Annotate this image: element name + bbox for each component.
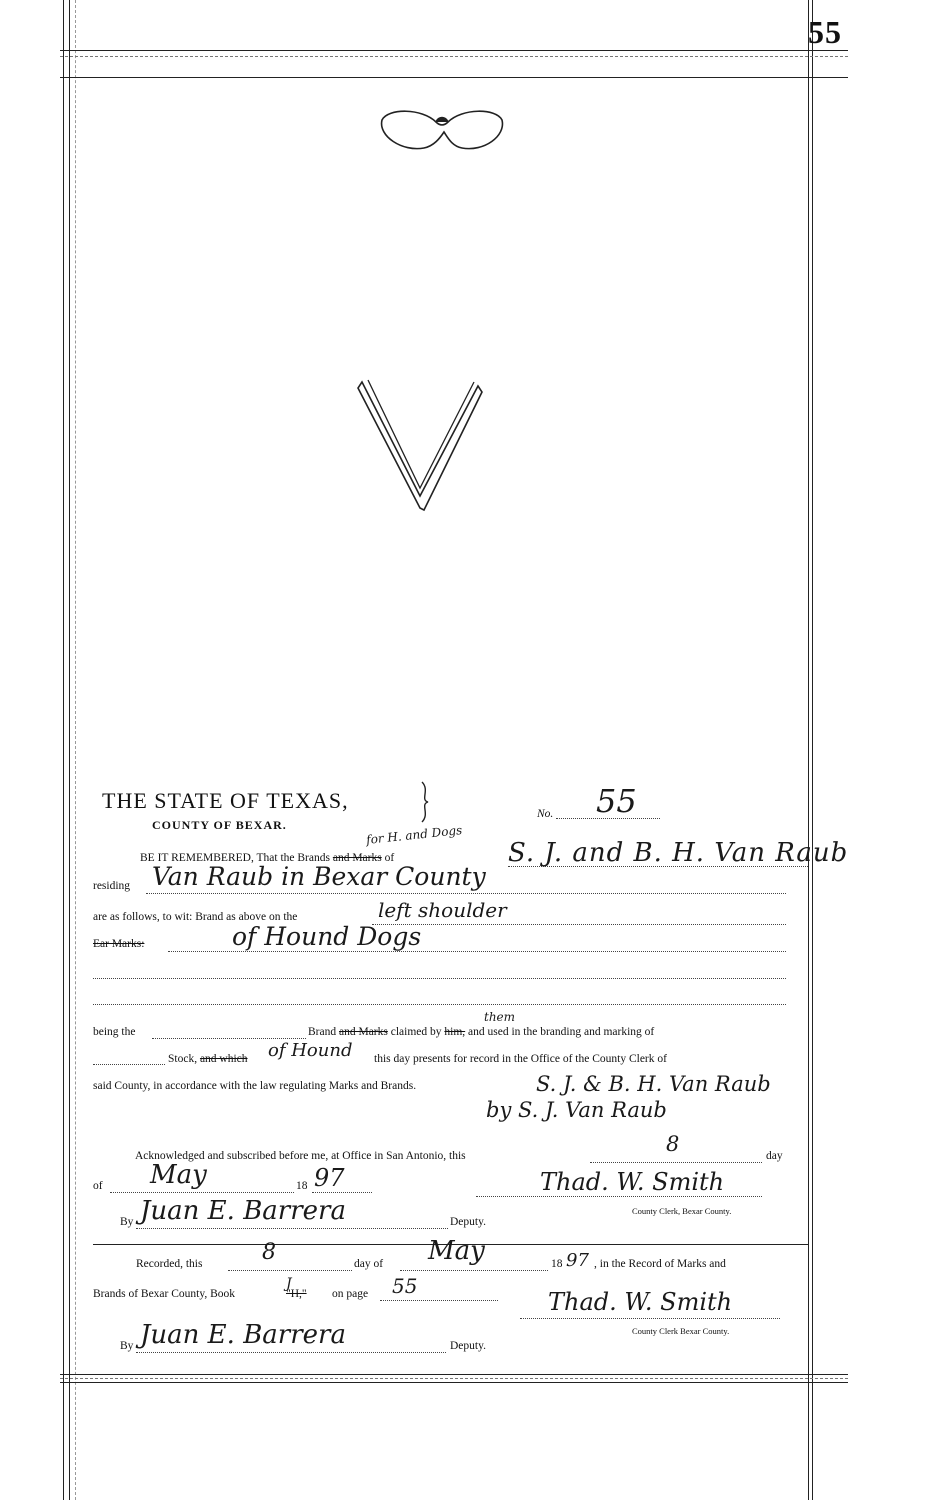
recorded-clerk-caption: County Clerk Bexar County. [632, 1326, 730, 1336]
blank-line-1 [93, 978, 786, 979]
left-margin-line-3 [75, 0, 76, 1500]
recorded-month-line [400, 1270, 548, 1271]
recorded-clerk-line [520, 1318, 780, 1319]
recorded-day-value: 8 [262, 1240, 276, 1265]
residing-line [146, 893, 786, 894]
and-marks-struck-2: and Marks [338, 1026, 388, 1038]
record-number-value: 55 [596, 782, 637, 820]
being-the-line [152, 1038, 306, 1039]
ack-day-label: day [766, 1150, 783, 1162]
recorded-by: By [120, 1340, 134, 1352]
recorded-book-value: J [286, 1276, 292, 1292]
left-margin-line-2 [69, 0, 70, 1500]
recorded-page-value: 55 [392, 1274, 418, 1298]
ack-deputy-label: Deputy. [450, 1216, 486, 1228]
bottom-rule-3 [60, 1382, 848, 1383]
recorded-day-line [228, 1270, 352, 1271]
left-margin-line [63, 0, 64, 1500]
recorded-text-e: on page [332, 1288, 369, 1300]
ack-day-value: 8 [666, 1132, 680, 1156]
ack-clerk-signature: Thad. W. Smith [540, 1168, 725, 1196]
ear-marks-label: Ear Marks: [93, 938, 145, 950]
heading-brace [418, 780, 434, 824]
brands-word: Brands [297, 852, 330, 864]
recorded-text-a: Recorded, this [136, 1258, 203, 1270]
follows-value: left shoulder [378, 898, 507, 922]
county-heading: COUNTY OF BEXAR. [152, 818, 287, 832]
recorded-clerk-signature: Thad. W. Smith [548, 1288, 733, 1316]
bottom-rule-2 [60, 1378, 848, 1379]
ack-year-value: 97 [314, 1164, 345, 1192]
branding-text: and used in the branding and marking of [468, 1026, 655, 1038]
of-word: of [384, 852, 395, 864]
bottom-rule [60, 1374, 848, 1375]
top-rule-3 [60, 77, 848, 78]
ack-day-line [590, 1162, 762, 1163]
recorded-text-d: Brands of Bexar County, Book [93, 1288, 236, 1300]
recorded-text-c: , in the Record of Marks and [594, 1258, 726, 1270]
residing-label: residing [93, 880, 131, 892]
follows-line [372, 924, 786, 925]
ack-clerk-line [476, 1196, 762, 1197]
ear-mark-drawing [374, 102, 510, 158]
right-margin-line [808, 0, 809, 1500]
remembered-prefix: BE IT REMEMBERED, That the [140, 852, 295, 864]
owner-signature-2: by S. J. Van Raub [486, 1098, 667, 1122]
right-margin-line-2 [812, 0, 813, 1500]
ack-deputy-line [136, 1228, 448, 1229]
recorded-book-struck: "H," [286, 1288, 307, 1300]
recorded-page-line [380, 1300, 498, 1301]
accordance-text [93, 1080, 416, 1092]
ack-month-line [110, 1192, 294, 1193]
recorded-month-value: May [428, 1236, 485, 1266]
ack-year-line [312, 1192, 372, 1193]
ear-marks-value: of Hound Dogs [232, 922, 422, 951]
brands-insert-note: for H. and Dogs [365, 823, 463, 847]
and-marks-struck: and Marks [332, 852, 382, 864]
blank-line-2 [93, 1004, 786, 1005]
stock-word: Stock, [168, 1053, 198, 1065]
him-struck: him, [444, 1026, 466, 1038]
stock-text [168, 1053, 248, 1065]
claimed-by: claimed by [390, 1026, 442, 1038]
owner-name: S. J. and B. H. Van Raub [508, 838, 849, 868]
claimed-text [308, 1026, 654, 1038]
ack-clerk-caption: County Clerk, Bexar County. [632, 1206, 732, 1216]
ack-deputy-signature: Juan E. Barrera [140, 1196, 346, 1226]
brand-word: Brand [308, 1026, 337, 1038]
presents-text: this day presents for record in the Office of the County Clerk of [374, 1053, 667, 1065]
top-rule-2 [60, 56, 848, 57]
state-heading: THE STATE OF TEXAS, [102, 788, 349, 813]
stock-insert: of Hound [268, 1040, 353, 1061]
follows-label: are as follows, to wit: Brand as above on the [93, 911, 298, 923]
ack-year-prefix: 18 [296, 1180, 308, 1192]
ack-of: of [93, 1180, 103, 1192]
page-number: 55 [808, 14, 842, 50]
owner-signature-1: S. J. & B. H. Van Raub [536, 1072, 771, 1096]
recorded-year-value: 97 [566, 1250, 589, 1271]
recorded-deputy-line [136, 1352, 446, 1353]
recorded-deputy-label: Deputy. [450, 1340, 486, 1352]
ack-month-value: May [150, 1160, 207, 1190]
brands-word-2: Brands. [380, 1080, 417, 1092]
and-which-struck: and which [199, 1053, 248, 1065]
them-insert: them [484, 1010, 516, 1024]
top-rule [60, 50, 848, 51]
being-the-text: being the [93, 1026, 136, 1038]
recorded-text-b: day of [354, 1258, 384, 1270]
record-number-label: No. [537, 808, 554, 820]
residing-value: Van Raub in Bexar County [152, 862, 486, 891]
ear-marks-line [168, 951, 786, 952]
stock-line [93, 1064, 165, 1065]
recorded-deputy-signature: Juan E. Barrera [140, 1320, 346, 1350]
ack-text: Acknowledged and subscribed before me, at Office in San Antonio, this [135, 1150, 466, 1162]
ack-by: By [120, 1216, 134, 1228]
brand-v-drawing [350, 370, 490, 520]
recorded-year-prefix: 18 [551, 1258, 563, 1270]
accordance-words: said County, in accordance with the law regulating Marks and [93, 1080, 378, 1092]
